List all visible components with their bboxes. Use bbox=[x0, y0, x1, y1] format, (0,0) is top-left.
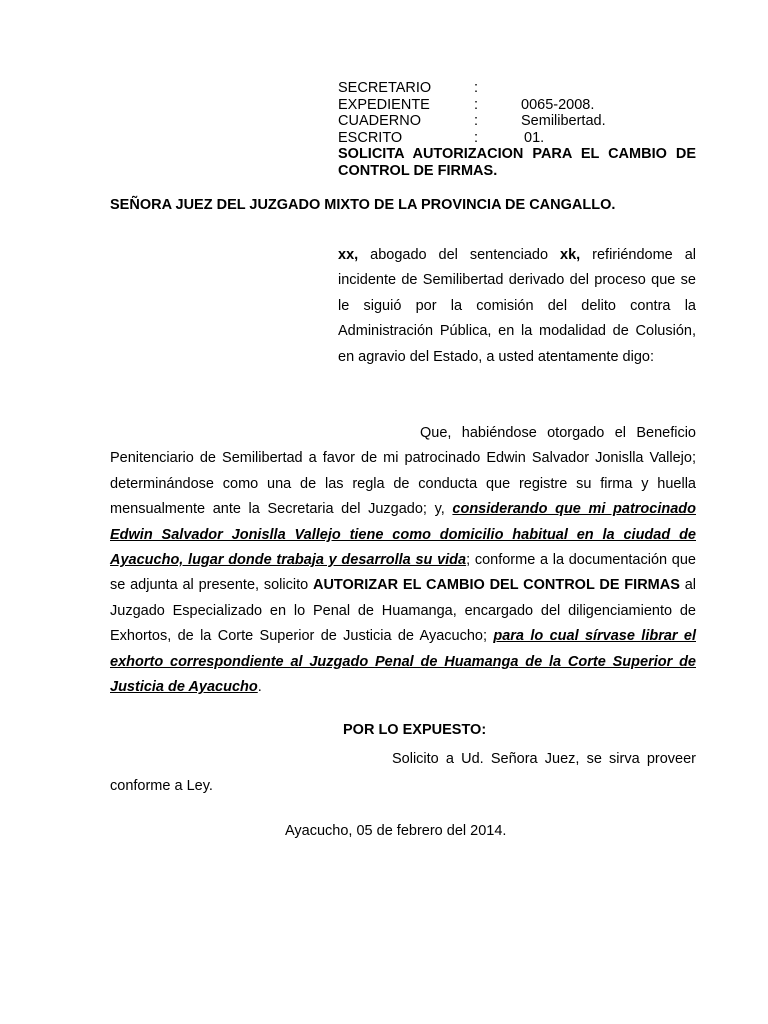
intro-paragraph bbox=[338, 243, 696, 370]
lawyer-name: xx, bbox=[338, 247, 359, 263]
body-text: Que, habiéndose otorgado el Beneficio Penitenciario de Semilibertad a favor de mi patrocinado Edwin Salvador Jonislla Vallejo; determinándose como una de las regla de conducta que registre su firma y huella mensualmente ante la Secretaria del Juzgado; y, bbox=[110, 425, 696, 518]
sentenced-name: xk, bbox=[560, 247, 581, 263]
bold-request: AUTORIZAR EL CAMBIO DEL CONTROL DE FIRMAS bbox=[312, 577, 680, 594]
request-title: SOLICITA AUTORIZACION PARA EL CAMBIO DE CONTROL DE FIRMAS. bbox=[338, 146, 696, 179]
body-text: al Juzgado Especializado en lo Penal de Huamanga, encargado del diligenciamiento de Exhortos, de la Corte Superior de Justicia de Ayacucho; bbox=[110, 577, 696, 645]
body-text: . bbox=[257, 679, 262, 696]
header-colon: : bbox=[474, 129, 479, 146]
header-row-cuaderno bbox=[338, 113, 698, 130]
header-label: ESCRITO bbox=[338, 129, 403, 146]
body-paragraph bbox=[110, 421, 696, 700]
addressee: SEÑORA JUEZ DEL JUZGADO MIXTO DE LA PROVINCIA DE CANGALLO. bbox=[110, 197, 616, 213]
header-value: Semilibertad. bbox=[521, 113, 606, 129]
emphasis-text: para lo cual sírvase librar el exhorto correspondiente al Juzgado Penal de Huamanga de la Corte Superior de Justicia de Ayacucho bbox=[110, 628, 696, 696]
case-header bbox=[338, 80, 698, 146]
header-label: EXPEDIENTE bbox=[338, 96, 430, 113]
header-value: 01. bbox=[524, 129, 545, 146]
header-value: 0065-2008. bbox=[521, 96, 595, 113]
header-row-expediente bbox=[338, 97, 698, 114]
header-row-escrito bbox=[338, 130, 698, 147]
header-colon: : bbox=[474, 96, 479, 113]
header-colon: : bbox=[474, 113, 479, 129]
closing-text: Solicito a Ud. Señora Juez, se sirva proveer conforme a Ley. bbox=[110, 751, 696, 794]
por-lo-expuesto-heading: POR LO EXPUESTO: bbox=[343, 722, 487, 738]
date-line: Ayacucho, 05 de febrero del 2014. bbox=[285, 823, 507, 839]
header-label: SECRETARIO bbox=[338, 80, 432, 96]
closing-paragraph bbox=[110, 746, 696, 800]
intro-text: refiriéndome al incidente de Semilibertad derivado del proceso que se le siguió por la comisión del delito contra la Administración Pública, en la modalidad de Colusión, en agravio del Estado, a usted atentamente digo: bbox=[338, 247, 696, 365]
header-label: CUADERNO bbox=[338, 113, 421, 129]
header-colon: : bbox=[474, 80, 479, 96]
emphasis-text: considerando que mi patrocinado Edwin Salvador Jonislla Vallejo tiene como domicilio habitual en la ciudad de Ayacucho, lugar donde trabaja y desarrolla su vida bbox=[110, 501, 696, 569]
header-row-secretario bbox=[338, 80, 698, 97]
body-text: ; conforme a la documentación que se adjunta al presente, solicito bbox=[110, 552, 696, 594]
intro-text: abogado del sentenciado bbox=[358, 247, 561, 263]
